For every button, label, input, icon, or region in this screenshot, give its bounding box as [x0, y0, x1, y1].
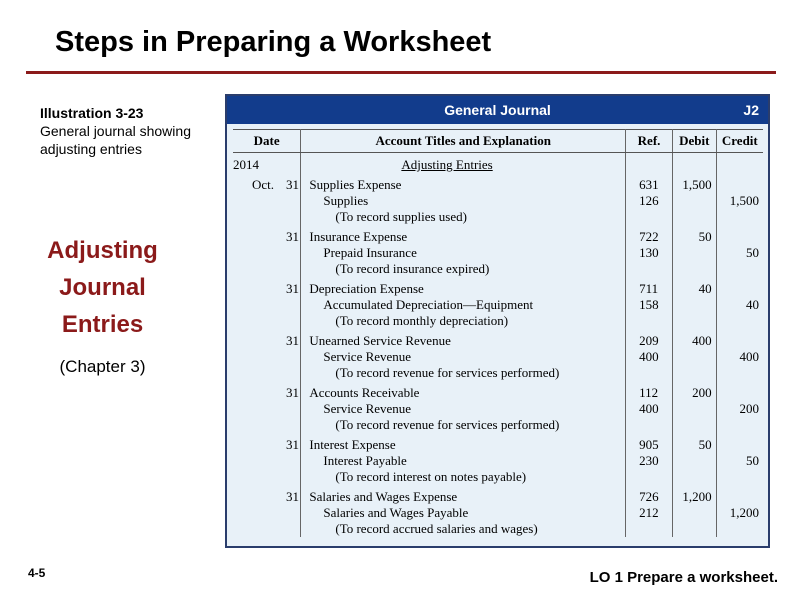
credit-amount: 200	[739, 401, 759, 416]
debit-amount: 200	[672, 385, 716, 401]
journal-line	[233, 417, 763, 433]
debit-ref: 209	[626, 333, 673, 349]
heading-line: Entries	[61, 311, 144, 338]
credit-amount: 40	[746, 297, 759, 312]
journal-page: J2	[743, 102, 759, 118]
entry-day: 31	[286, 229, 299, 244]
credit-amount: 1,200	[729, 505, 759, 520]
journal-line	[233, 297, 763, 313]
entry-explanation: (To record insurance expired)	[301, 261, 626, 277]
journal-header	[227, 96, 768, 124]
entry-day: 31	[286, 385, 299, 400]
illustration-caption-block	[40, 104, 210, 158]
debit-ref: 112	[626, 385, 673, 401]
debit-account: Supplies Expense	[301, 177, 626, 193]
journal-line	[233, 313, 763, 329]
credit-account: Service Revenue	[301, 349, 626, 365]
debit-amount: 50	[672, 229, 716, 245]
journal-line	[233, 521, 763, 537]
journal-line	[233, 385, 763, 401]
entry-explanation: (To record revenue for services performed)	[301, 417, 626, 433]
entry-explanation: (To record supplies used)	[301, 209, 626, 225]
illustration-number: Illustration 3-23	[40, 105, 144, 121]
debit-amount: 1,200	[672, 489, 716, 505]
journal-table	[233, 129, 763, 537]
col-debit: Debit	[672, 130, 716, 153]
entry-explanation: (To record accrued salaries and wages)	[301, 521, 626, 537]
col-credit: Credit	[716, 130, 763, 153]
journal-line	[233, 261, 763, 277]
entry-day: 31	[286, 437, 299, 452]
journal-year-row	[233, 157, 763, 173]
learning-objective: LO 1 Prepare a worksheet.	[589, 569, 778, 586]
journal-body	[233, 153, 763, 538]
debit-account: Accounts Receivable	[301, 385, 626, 401]
credit-amount: 50	[746, 245, 759, 260]
credit-account: Interest Payable	[301, 453, 626, 469]
journal-year: 2014	[233, 157, 301, 173]
journal-line	[233, 469, 763, 485]
credit-account: Accumulated Depreciation—Equipment	[301, 297, 626, 313]
entry-month: Oct.	[251, 177, 274, 192]
col-date: Date	[233, 130, 301, 153]
journal-line	[233, 489, 763, 505]
debit-ref: 722	[626, 229, 673, 245]
journal-line	[233, 505, 763, 521]
entry-day: 31	[286, 489, 299, 504]
debit-account: Insurance Expense	[301, 229, 626, 245]
journal-column-headers	[233, 130, 763, 153]
credit-ref: 126	[626, 193, 673, 209]
heading-line: Journal	[59, 274, 146, 301]
entry-day: 31	[286, 177, 299, 192]
general-journal	[225, 94, 770, 548]
entry-explanation: (To record revenue for services performed)	[301, 365, 626, 381]
entry-day: 31	[286, 281, 299, 296]
title-divider	[26, 71, 776, 74]
journal-line	[233, 401, 763, 417]
journal-line	[233, 453, 763, 469]
credit-amount: 1,500	[729, 193, 759, 208]
debit-account: Salaries and Wages Expense	[301, 489, 626, 505]
credit-ref: 230	[626, 453, 673, 469]
credit-account: Prepaid Insurance	[301, 245, 626, 261]
debit-amount: 50	[672, 437, 716, 453]
journal-line	[233, 245, 763, 261]
debit-account: Unearned Service Revenue	[301, 333, 626, 349]
entry-explanation: (To record monthly depreciation)	[301, 313, 626, 329]
journal-name: General Journal	[444, 102, 551, 118]
journal-line	[233, 281, 763, 297]
slide-title: Steps in Preparing a Worksheet	[55, 26, 492, 58]
adjusting-entries-label: Adjusting Entries	[301, 157, 626, 173]
journal-line	[233, 177, 763, 193]
illustration-caption: General journal showing adjusting entries	[40, 123, 191, 157]
debit-account: Interest Expense	[301, 437, 626, 453]
debit-ref: 726	[626, 489, 673, 505]
entry-day: 31	[286, 333, 299, 348]
journal-line	[233, 209, 763, 225]
journal-line	[233, 333, 763, 349]
credit-ref: 130	[626, 245, 673, 261]
section-heading	[30, 232, 175, 343]
chapter-reference: (Chapter 3)	[59, 357, 146, 376]
debit-account: Depreciation Expense	[301, 281, 626, 297]
credit-account: Supplies	[301, 193, 626, 209]
credit-amount: 400	[739, 349, 759, 364]
credit-account: Salaries and Wages Payable	[301, 505, 626, 521]
credit-ref: 400	[626, 401, 673, 417]
credit-ref: 400	[626, 349, 673, 365]
slide-number: 4-5	[28, 566, 46, 580]
debit-ref: 711	[626, 281, 673, 297]
debit-amount: 40	[672, 281, 716, 297]
journal-line	[233, 229, 763, 245]
journal-line	[233, 193, 763, 209]
journal-line	[233, 365, 763, 381]
debit-amount: 400	[672, 333, 716, 349]
credit-ref: 212	[626, 505, 673, 521]
journal-line	[233, 349, 763, 365]
debit-ref: 631	[626, 177, 673, 193]
debit-amount: 1,500	[672, 177, 716, 193]
debit-ref: 905	[626, 437, 673, 453]
credit-account: Service Revenue	[301, 401, 626, 417]
col-ref: Ref.	[626, 130, 673, 153]
col-account: Account Titles and Explanation	[301, 130, 626, 153]
journal-line	[233, 437, 763, 453]
entry-explanation: (To record interest on notes payable)	[301, 469, 626, 485]
heading-line: Adjusting	[47, 237, 158, 264]
credit-ref: 158	[626, 297, 673, 313]
credit-amount: 50	[746, 453, 759, 468]
